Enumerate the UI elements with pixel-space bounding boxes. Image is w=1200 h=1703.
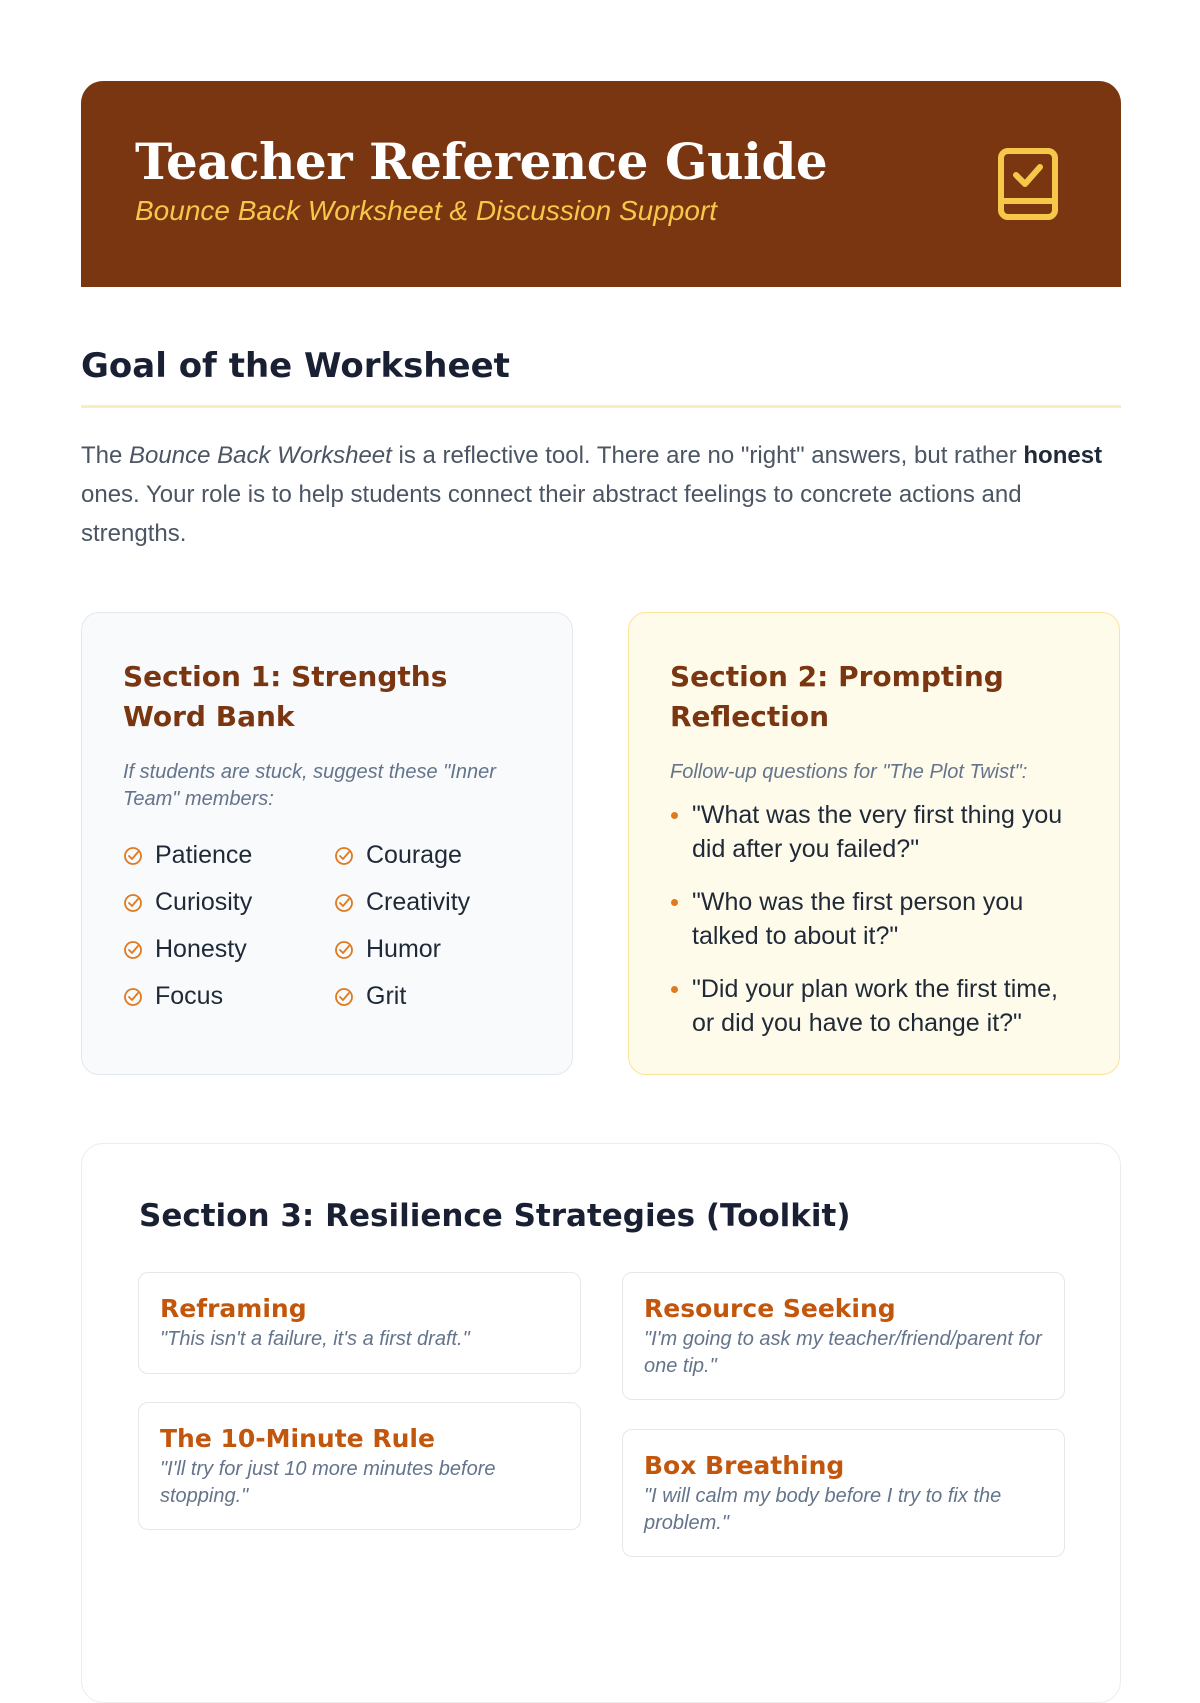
strategy-quote: "I'm going to ask my teacher/friend/parent for one tip." (644, 1328, 1042, 1377)
check-circle-icon (123, 987, 143, 1007)
goal-text-worksheet-name: Bounce Back Worksheet (129, 442, 392, 469)
strategy-name: Reframing (160, 1294, 307, 1323)
goal-description (81, 436, 1121, 553)
goal-divider (81, 405, 1121, 408)
strategy-card (622, 1272, 1065, 1400)
check-circle-icon (123, 846, 143, 866)
word-label: Curiosity (155, 888, 253, 916)
prompt-text: "Did your plan work the first time, or did you have to change it?" (692, 975, 1058, 1037)
word-label: Focus (155, 982, 224, 1010)
goal-text-emphasis: honest (1023, 442, 1103, 469)
word-item (334, 935, 534, 964)
bullet-icon (671, 812, 678, 819)
word-label: Creativity (366, 888, 471, 916)
word-label: Honesty (155, 935, 247, 963)
check-circle-icon (334, 940, 354, 960)
page-subtitle: Bounce Back Worksheet & Discussion Support (135, 195, 718, 226)
check-circle-icon (334, 987, 354, 1007)
prompt-item (670, 972, 1079, 1040)
strategy-card (622, 1429, 1065, 1557)
toolkit-section (81, 1143, 1121, 1703)
check-circle-icon (123, 940, 143, 960)
prompt-list (670, 798, 1079, 1040)
word-item (123, 982, 334, 1011)
strategy-card (138, 1272, 581, 1374)
check-circle-icon (334, 846, 354, 866)
prompt-text: "What was the very first thing you did after you failed?" (692, 801, 1063, 863)
bullet-icon (671, 986, 678, 993)
prompt-text: "Who was the first person you talked to about it?" (692, 888, 1024, 950)
word-item (123, 888, 334, 917)
reference-guide-page (81, 81, 1121, 1534)
word-item (123, 935, 334, 964)
bullet-icon (671, 899, 678, 906)
page-title: Teacher Reference Guide (135, 132, 828, 191)
strategy-card (138, 1402, 581, 1530)
strategy-name: Resource Seeking (644, 1294, 896, 1323)
strategy-quote: "I will calm my body before I try to fix the problem." (644, 1485, 1002, 1534)
check-circle-icon (123, 893, 143, 913)
word-label: Humor (366, 935, 442, 963)
book-check-icon (997, 147, 1059, 221)
section1-title: Section 1: Strengths Word Bank (123, 660, 448, 733)
section2-title: Section 2: Prompting Reflection (670, 660, 1004, 733)
strategy-name: Box Breathing (644, 1451, 845, 1480)
prompting-card (628, 612, 1120, 1075)
prompt-item (670, 885, 1079, 953)
section2-note: Follow-up questions for "The Plot Twist": (670, 761, 1028, 783)
word-label: Grit (366, 982, 407, 1010)
word-item (334, 982, 534, 1011)
strategy-quote: "This isn't a failure, it's a first draft." (160, 1328, 470, 1350)
word-item (334, 888, 534, 917)
section-cards (81, 612, 1121, 1075)
goal-text-prefix: The (81, 442, 130, 469)
guide-header (81, 81, 1121, 287)
strengths-word-list (123, 841, 532, 1011)
prompt-item (670, 798, 1079, 866)
word-item (334, 841, 534, 870)
goal-title: Goal of the Worksheet (81, 346, 510, 386)
strategy-quote: "I'll try for just 10 more minutes before stopping." (160, 1458, 496, 1507)
check-circle-icon (334, 893, 354, 913)
word-label: Patience (155, 841, 253, 869)
word-item (123, 841, 334, 870)
section3-title: Section 3: Resilience Strategies (Toolkit) (139, 1198, 851, 1234)
strategy-name: The 10-Minute Rule (160, 1424, 435, 1453)
word-label: Courage (366, 841, 462, 869)
section1-note: If students are stuck, suggest these "Inner Team" members: (123, 761, 496, 810)
goal-text-middle: is a reflective tool. There are no "right" answers, but rather (391, 442, 1024, 469)
strengths-card (81, 612, 573, 1075)
goal-text-suffix: ones. Your role is to help students connect their abstract feelings to concrete actions and strengths. (81, 481, 1022, 547)
